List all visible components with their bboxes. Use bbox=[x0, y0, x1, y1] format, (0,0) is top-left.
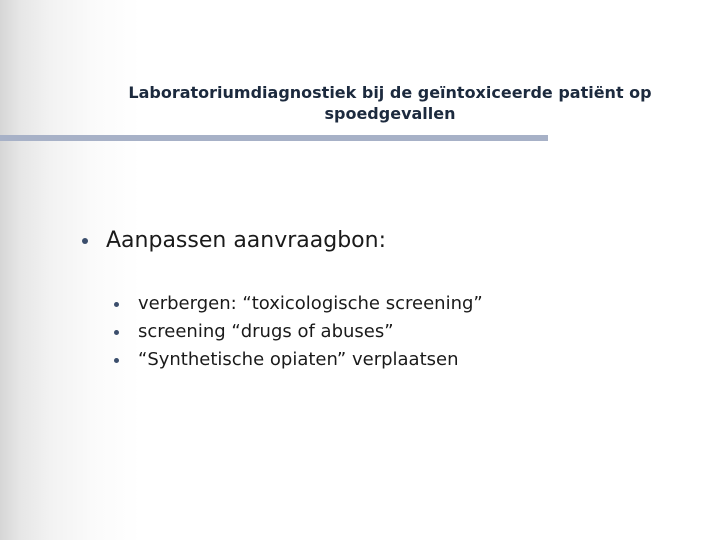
main-bullet-text: Aanpassen aanvraagbon: bbox=[106, 228, 386, 253]
sub-bullet-text: “Synthetische opiaten” verplaatsen bbox=[138, 349, 459, 370]
sub-bullet-text: verbergen: “toxicologische screening” bbox=[138, 293, 483, 314]
slide-title: Laboratoriumdiagnostiek bij de geïntoxiceerde patiënt op spoedgevallen bbox=[128, 83, 652, 123]
bullet-dot-icon bbox=[114, 358, 119, 363]
sub-bullet-text: screening “drugs of abuses” bbox=[138, 321, 394, 342]
bullet-dot-icon bbox=[114, 302, 119, 307]
bullet-dot-icon bbox=[114, 330, 119, 335]
bullet-dot-icon bbox=[82, 238, 88, 244]
title-divider bbox=[0, 135, 548, 141]
